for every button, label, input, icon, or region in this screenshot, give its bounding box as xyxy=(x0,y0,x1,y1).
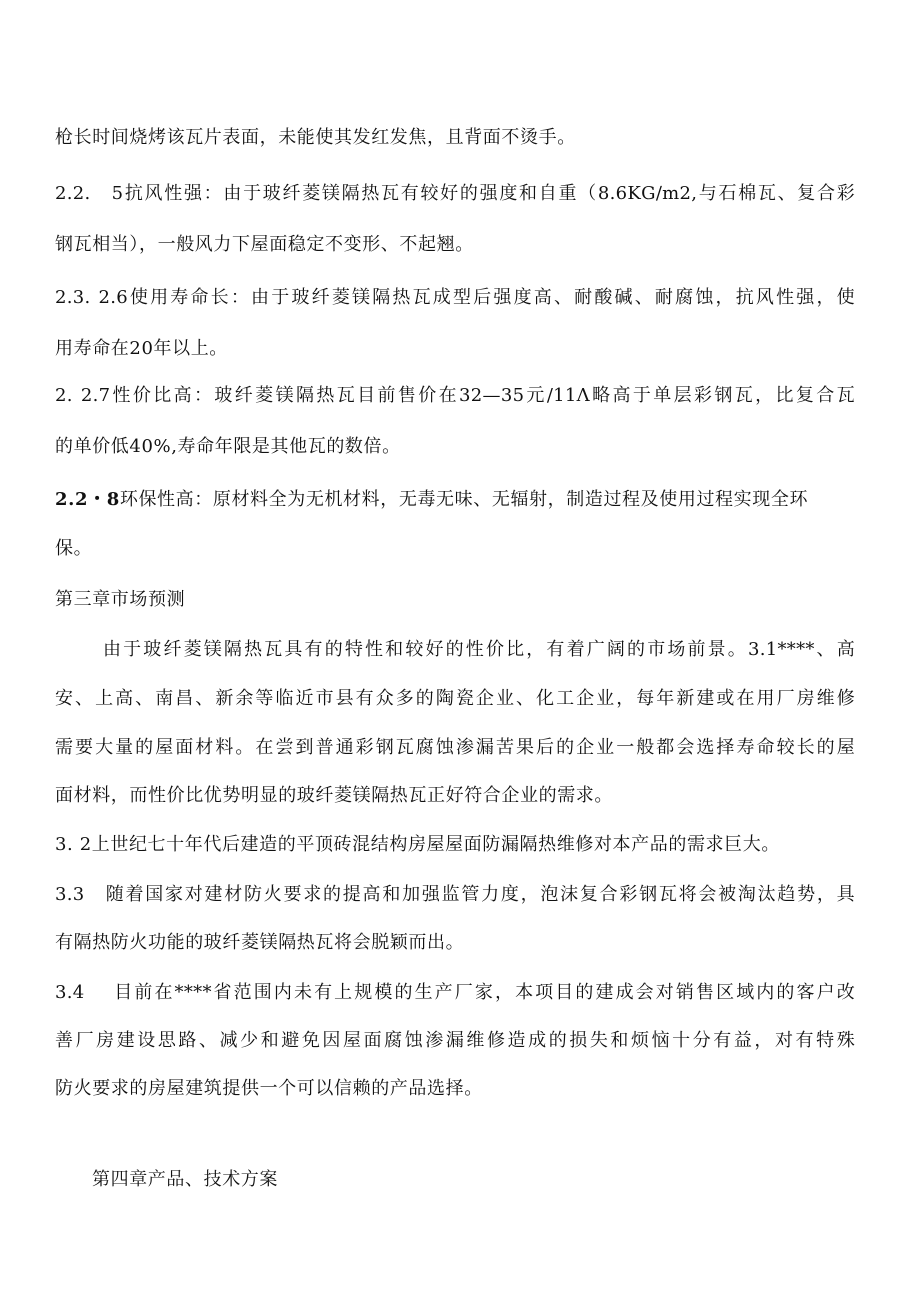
text-line xyxy=(55,488,855,512)
text-line: 的单价低40%,寿命年限是其他瓦的数倍。 xyxy=(55,436,401,457)
chapter-heading: 第三章市场预测 xyxy=(55,589,186,610)
text-line: 面材料，而性价比优势明显的玻纤菱镁隔热瓦正好符合企业的需求。 xyxy=(55,785,613,806)
text-line: 2.2. 5抗风性强：由于玻纤菱镁隔热瓦有较好的强度和自重（8.6KG∕m2,与石棉瓦、复合彩 xyxy=(55,183,855,204)
text-line: 枪长时间烧烤该瓦片表面，未能使其发红发焦，且背面不烫手。 xyxy=(55,127,576,148)
text-line: 有隔热防火功能的玻纤菱镁隔热瓦将会脱颖而出。 xyxy=(55,932,465,953)
chapter-heading: 第四章产品、技术方案 xyxy=(92,1169,278,1190)
text-line: 用寿命在20年以上。 xyxy=(55,338,228,359)
text-line: 善厂房建设思路、减少和避免因屋面腐蚀渗漏维修造成的损失和烦恼十分有益，对有特殊 xyxy=(55,1030,855,1051)
text-line: 需要大量的屋面材料。在尝到普通彩钢瓦腐蚀渗漏苦果后的企业一般都会选择寿命较长的屋 xyxy=(55,737,855,758)
text-line: 2.3. 2.6使用寿命长：由于玻纤菱镁隔热瓦成型后强度高、耐酸碱、耐腐蚀，抗风性强，使 xyxy=(55,287,855,308)
text-line: 由于玻纤菱镁隔热瓦具有的特性和较好的性价比，有着广阔的市场前景。3.1****、高 xyxy=(103,639,855,660)
text-line: 3. 2上世纪七十年代后建造的平顶砖混结构房屋屋面防漏隔热维修对本产品的需求巨大。 xyxy=(55,834,780,855)
text-line: 3.4 目前在****省范围内未有上规模的生产厂家，本项目的建成会对销售区域内的客户改 xyxy=(55,982,855,1003)
text-span: 环保性高：原材料全为无机材料，无毒无味、无辐射，制造过程及使用过程实现全环 xyxy=(119,489,809,510)
text-line: 3.3 随着国家对建材防火要求的提高和加强监管力度，泡沫复合彩钢瓦将会被淘汰趋势，具 xyxy=(55,884,855,905)
text-line: 钢瓦相当），一般风力下屋面稳定不变形、不起翘。 xyxy=(55,234,474,255)
text-line: 2. 2.7性价比高：玻纤菱镁隔热瓦目前售价在32—35元/11Λ略高于单层彩钢瓦，比复合瓦 xyxy=(55,385,855,406)
text-line: 安、上高、南昌、新余等临近市县有众多的陶瓷企业、化工企业，每年新建或在用厂房维修 xyxy=(55,688,855,709)
text-line: 保。 xyxy=(55,538,93,559)
text-line: 防火要求的房屋建筑提供一个可以信赖的产品选择。 xyxy=(55,1078,483,1099)
section-number: 2.2・8 xyxy=(55,489,120,510)
